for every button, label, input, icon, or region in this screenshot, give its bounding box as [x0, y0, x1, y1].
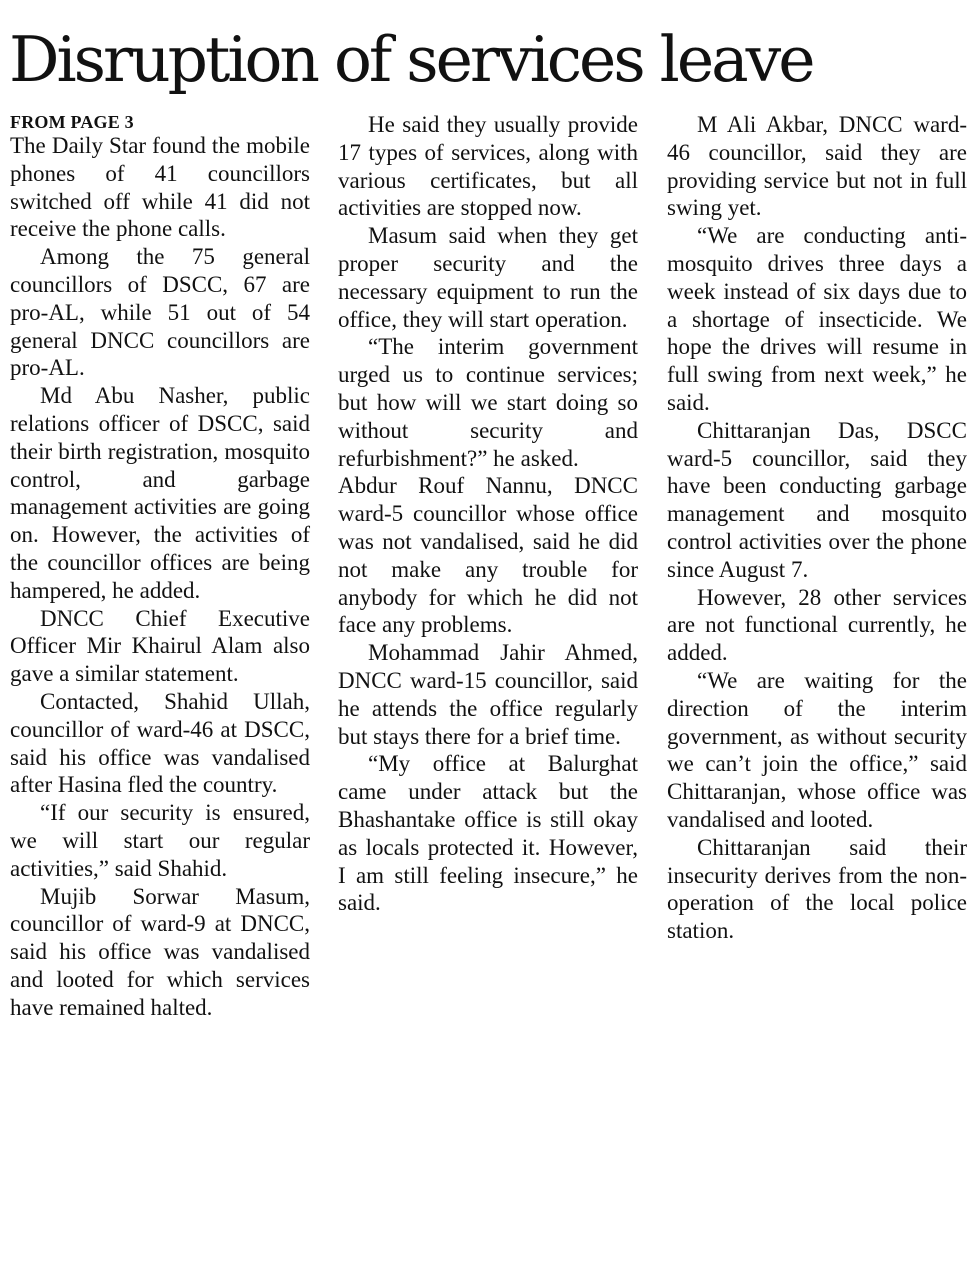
paragraph: Masum said when they get proper security and the necessary equipment to run the office, they will start operation.	[338, 223, 638, 332]
paragraph: DNCC Chief Executive Officer Mir Khairul Alam also gave a similar statement.	[10, 605, 310, 687]
paragraph: “The interim government urged us to continue services; but how will we start doing so without security and refurbishment?” he asked.	[338, 334, 638, 471]
paragraph: He said they usually provide 17 types of services, along with various certificates, but all activities are stopped now.	[338, 112, 638, 221]
paragraph: “We are waiting for the direction of the interim government, as without security we can’t join the office,” said Chittaranjan, whose office was vandalised and looted.	[667, 667, 967, 832]
paragraph: Mohammad Jahir Ahmed, DNCC ward-15 councillor, said he attends the office regularly but stays there for a brief time.	[338, 640, 638, 749]
paragraph: “We are conducting anti-mosquito drives three days a week instead of six days due to a shortage of insecticide. We hope the drives will resume in full swing from next week,” he said.	[667, 223, 967, 415]
paragraph: Md Abu Nasher, public relations officer of DSCC, said their birth registration, mosquito control, and garbage management activities are going on. However, the activities of the councillor offices are being hampered, he added.	[10, 383, 310, 603]
jump-label: FROM PAGE 3	[10, 112, 134, 132]
paragraph: However, 28 other services are not functional currently, he added.	[667, 584, 967, 666]
article-column-2	[338, 111, 638, 917]
paragraph: Among the 75 general councillors of DSCC, 67 are pro-AL, while 51 out of 54 general DNCC councillors are pro-AL.	[10, 244, 310, 381]
paragraph: Chittaranjan Das, DSCC ward-5 councillor, said they have been conducting garbage management and mosquito control activities over the phone since August 7.	[667, 417, 967, 582]
paragraph: Abdur Rouf Nannu, DNCC ward-5 councillor whose office was not vandalised, said he did not make any trouble for anybody for which he did not face any problems.	[338, 473, 638, 638]
article-column-3	[667, 111, 967, 945]
paragraph: Contacted, Shahid Ullah, councillor of ward-46 at DSCC, said his office was vandalised after Hasina fled the country.	[10, 688, 310, 798]
paragraph: Mujib Sorwar Masum, councillor of ward-9 at DNCC, said his office was vandalised and looted for which services have remained halted.	[10, 883, 310, 1020]
paragraph: “If our security is ensured, we will start our regular activities,” said Shahid.	[10, 800, 310, 881]
paragraph: Chittaranjan said their insecurity derives from the non-operation of the local police station.	[667, 834, 967, 944]
paragraph: “My office at Balurghat came under attack but the Bhashantake office is still okay as locals protected it. However, I am still feeling insecure,” he said.	[338, 751, 638, 916]
headline: Disruption of services leave	[9, 23, 813, 96]
paragraph: M Ali Akbar, DNCC ward-46 councillor, said they are providing service but not in full swing yet.	[667, 112, 967, 221]
article-column-1	[10, 112, 310, 1022]
paragraph: The Daily Star found the mobile phones of 41 councillors switched off while 41 did not receive the phone calls.	[10, 133, 310, 242]
